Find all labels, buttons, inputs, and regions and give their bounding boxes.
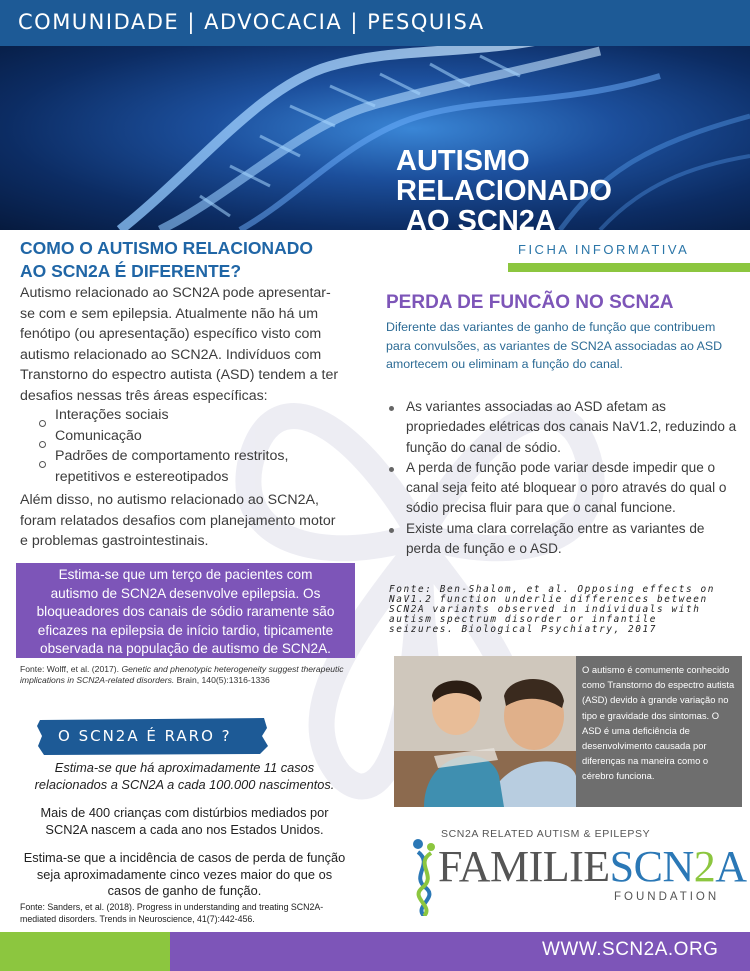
list-item: As variantes associadas ao ASD afetam as propriedades elétricas dos canais NaV1.2, reduzindo a função do canal de sódio. xyxy=(388,397,738,458)
footer-green-block xyxy=(0,932,170,971)
page-title xyxy=(396,146,750,236)
logo-word-a: A xyxy=(715,842,747,891)
section-heading-difference xyxy=(20,237,330,283)
photo-caption: O autismo é comumente conhecido como Transtorno do espectro autista (ASD) devido à grande variação no tipo e gravidade dos sintomas. O ASD é uma deficiência de desenvolvimento causada por diferenças na maneira como o cérebro funciona. xyxy=(576,656,742,807)
title-line-2: AO SCN2A xyxy=(406,205,556,237)
citation-prefix: Fonte: Wolff, et al. (2017). xyxy=(20,664,120,674)
callout-line: observada na população de autismo de SCN2A. xyxy=(40,641,331,657)
heading-line-2: AO SCN2A É DIFERENTE? xyxy=(20,261,242,281)
stat-incidence: Estima-se que a incidência de casos de perda de função seja aproximadamente cinco vezes maior do que os casos de ganho de função. xyxy=(23,850,346,898)
logo-wordmark xyxy=(438,842,747,892)
logo-foundation: FOUNDATION xyxy=(614,891,720,903)
rare-stats xyxy=(22,760,347,912)
callout-line: bloqueadores dos canais de sódio raramente são xyxy=(36,604,335,620)
epilepsy-callout xyxy=(16,563,355,658)
heading-line-1: COMO O AUTISMO RELACIONADO xyxy=(20,238,313,258)
areas-list xyxy=(38,405,338,487)
title-line-1: AUTISMO RELACIONADO xyxy=(396,145,612,207)
callout-line: eficazes na epilepsia de início tardio, tipicamente xyxy=(37,622,334,638)
logo-word-scn: SCN xyxy=(609,842,694,891)
website-link[interactable]: WWW.SCN2A.ORG xyxy=(542,939,719,960)
citation-ben-shalom: Fonte: Ben-Shalom, et al. Opposing effects on NaV1.2 function underlie differences between SCN2A variants observed in individuals with autism spectrum disorder or infantile seizures. Biological Psychiatry, 2017 xyxy=(389,584,715,635)
callout-line: Estima-se que um terço de pacientes com xyxy=(58,567,313,582)
list-item: Existe uma clara correlação entre as variantes de perda de função e o ASD. xyxy=(388,519,738,560)
additional-paragraph: Além disso, no autismo relacionado ao SCN2A, foram relatados desafios com planejamento motor e problemas gastrointestinais. xyxy=(20,492,336,549)
list-item: Interações sociais xyxy=(38,405,338,426)
list-item: Padrões de comportamento restritos, repetitivos e estereotipados xyxy=(38,446,338,487)
top-bar xyxy=(0,0,750,46)
loss-of-function-list xyxy=(388,397,738,559)
tagline: COMUNIDADE | ADVOCACIA | PESQUISA xyxy=(18,10,485,34)
photo-illustration xyxy=(394,656,576,807)
logo-word-2: 2 xyxy=(693,842,716,891)
logo-word-familie: FAMILIE xyxy=(438,842,610,891)
father-child-photo xyxy=(394,656,576,807)
citation-journal: Brain, 140(5):1316-1336 xyxy=(176,675,270,685)
fact-sheet-label: FICHA INFORMATIVA xyxy=(518,242,690,257)
logo-subtitle: SCN2A RELATED AUTISM & EPILEPSY xyxy=(441,828,651,840)
stat-us-births: Mais de 400 crianças com distúrbios mediados por SCN2A nascem a cada ano nos Estados Unidos. xyxy=(40,805,329,837)
callout-line: autismo de SCN2A desenvolve epilepsia. Os xyxy=(50,585,321,601)
rare-heading: O SCN2A É RARO ? xyxy=(58,727,232,745)
green-divider xyxy=(508,263,750,272)
list-item: A perda de função pode variar desde impedir que o canal seja feito até bloquear o poro através do qual o sódio precisa fluir para que o canal funcione. xyxy=(388,458,738,519)
loss-of-function-intro: Diferente das variantes de ganho de função que contribuem para convulsões, as variantes de SCN2A associadas ao ASD amortecem ou eliminam a função do canal. xyxy=(386,320,723,371)
stat-birth-rate: Estima-se que há aproximadamente 11 casos relacionados a SCN2A a cada 100.000 nascimentos. xyxy=(34,760,335,792)
citation-title: Genetic and phenotypic heterogeneity suggest therapeutic implications in SCN2A-related disorders. xyxy=(20,664,344,685)
intro-paragraph: Autismo relacionado ao SCN2A pode apresentar-se com e sem epilepsia. Atualmente não há um fenótipo (ou apresentação) específico visto com autismo relacionado ao SCN2A. Indivíduos com Transtorno do espectro autista (ASD) tendem a ter desafios nessas três áreas específicas: xyxy=(20,285,339,404)
citation-sanders: Fonte: Sanders, et al. (2018). Progress in understanding and treating SCN2A-mediated disorders. Trends in Neuroscience, 41(7):442-456. xyxy=(20,902,324,924)
citation-wolff xyxy=(20,664,350,686)
section-heading-loss-of-function: PERDA DE FUNCÃO NO SCN2A xyxy=(386,292,674,313)
list-item: Comunicação xyxy=(38,426,338,447)
